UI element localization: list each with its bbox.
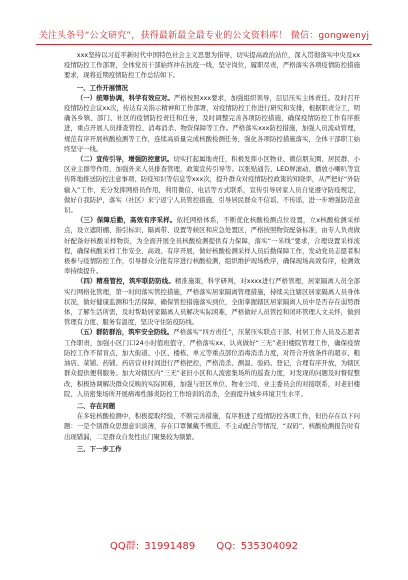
paragraph-mass-prevention-body: 严格落实“四方责任”，压紧压实联点干部、村居工作人员及志愿者工作职责，加强小区门口24小时值班值守，严格落实xx，认真做好“三无”老旧楼院管理工作，确保疫情防控工作不留盲点，加大街道、小区、楼栋、单元等重点部位消毒消杀力度，对符合开放条件的超市、粮油店、菜铺、药铺、药店营业时间进行严格把控，严格消杀、测温、验码、登记，合理有序开放，为辖区群众提供便利服务。加大对辖区内“三无”老旧小区和人流密集场所的巡查力度，对发现的问题及时督促整改，积极协调解决群众反映的实际困难，加强与驻区单位、物业公司、业主委员会的对接联系，对老旧楼院、人员密集场所开展病毒性肺炎防控工作培训的消杀，全面提升城乡环境卫生水平。 (64, 328, 360, 398)
section-heading-1: 一、工作开展情况 (76, 83, 128, 92)
section-heading-3: 三、下一步工作 (76, 444, 122, 453)
subheading-control: （四）精准管控，筑牢联防防线。 (76, 277, 175, 286)
problems-paragraph: 在多轮核酸检测中，积极提取经验，不断完善措施，有序推进了疫情防控各项工作，但仍存在以下问题：一是个别群众思想意识淡薄，存在口罩佩戴不规范、不主动配合等情况，“双码”、核酸检测报告时有出现错漏，二是群众自发性出门聚集较为频繁。 (64, 412, 360, 441)
paragraph-control (64, 276, 360, 327)
paragraph-coordination-body: 严格按照xxx要求，加强组织领导，层层压实主体责任。及时召开疫情防控会议xx次，传达有关指示精神和工作部署，对疫情防控工作进行研究和安排，根据职责分工，明确各乡镇、部门、社区的疫情防控责任和任务，及时调整完善各项防控措施，确保疫情防控工作有序推进，重点开展人员排查管控、消毒消杀、物资保障等工作。严格落实xxx防控措施，加强人员流动管理，规范有序开展核酸检测等工作，连续高质量完成核酸检测任务，强化各项防控措施落实，全体干部职工始终坚守一线。 (64, 93, 360, 153)
contact-footer (0, 537, 408, 552)
subheading-publicity: （二）宣传引导，增强防控意识。 (76, 155, 174, 164)
qq-group-text: QQ群: 31991489 (110, 541, 196, 552)
paragraph-coordination (64, 93, 360, 154)
subheading-mass-prevention: （五）群防群治，筑牢安全防线。 (76, 328, 174, 337)
paragraph-publicity (64, 154, 360, 215)
promo-banner: 关注头条号“公文研究”，获得最新最全最专业的公文资料库！ 微信：gongwenyj (38, 31, 370, 41)
section-heading-2: 二、存在问题 (76, 401, 116, 410)
document-body (64, 50, 360, 454)
paragraph-control-body: 精准施策，科学研判，对xxxx进行严格管理，居家隔离人员全部实行网格化管理，第一时间落实管控措施，严格落实居家隔离管理措施，持续关注辖区居家隔离人员身体状况，做好健康监测和生活保障，确保管控措施落实到位，全面掌握辖区居家隔离人员中是否存在弱势群体，了解生活所需，及时帮助居家隔离人员解决实际困难，严格做好人员管控和闭环管理人文关怀，做到管理有力度、服务有温度，坚决守住防疫防线。 (64, 277, 360, 327)
banner-divider (36, 44, 372, 45)
qq-contact-text: QQ: 535304092 (216, 541, 298, 552)
subheading-logistics: （三）保障后勤，高效有序采样。 (76, 216, 177, 225)
paragraph-logistics (64, 215, 360, 276)
subheading-coordination: （一）统筹协调，科学有效应对。 (76, 93, 174, 102)
paragraph-logistics-body: 依托网格体系，不断优化核酸检测点位设置，立x核酸检测采样点，设立遮阳棚、指引标识、隔离带、设置等候区和应急处置区，严格按照物资配备标准，由专人负责做好配备好核酸采样物资，为全面开展全员核酸检测提供有力保障，落实“一米线”要求，合理设置采样流程，确保核酸采样工作安全、高效、有序开展，做好核酸检测采样人员后勤保障工作，发动党员志愿者积极参与疫情防控工作，引导群众分批有序进行核酸检测，组织维护现场秩序，确保现场高效有序，检测效率持续提升。 (64, 216, 361, 276)
intro-paragraph: xxx坚持以习近平新时代中国特色社会主义思想为指导，切实提高政治站位，深入贯彻落实中央及xx疫情防控工作部署，全体党员干部始终冲在抗疫一线，坚守岗位，履职尽责，严格落实各项疫情防控措施要求，现将近期疫情防控工作总结如下。 (64, 51, 360, 80)
paragraph-mass-prevention (64, 327, 360, 398)
paragraph-publicity-body: 切实扛起属地责任，积极发挥小区物业、微信朋友圈、居民群、小区业主群等作用，加强外来人员排查管理，政策宣传引导等。以张贴通告、LED屏滚动、播放小喇叭等宣传阵地推送防控注意事项、防疫知识等信息等xxx次，提升群众对疫情防控政策的知晓率，从严把好“外防输入”工作，充分发挥网格员作用，利用微信、电话等方式联系，宣传引导居家人员自觉遵守防疫规定，做好自我防护，落实（社区）来宁返宁人员管控措施，引导居民群众不信谣、不传谣，进一步增强防范意识。 (64, 155, 360, 215)
